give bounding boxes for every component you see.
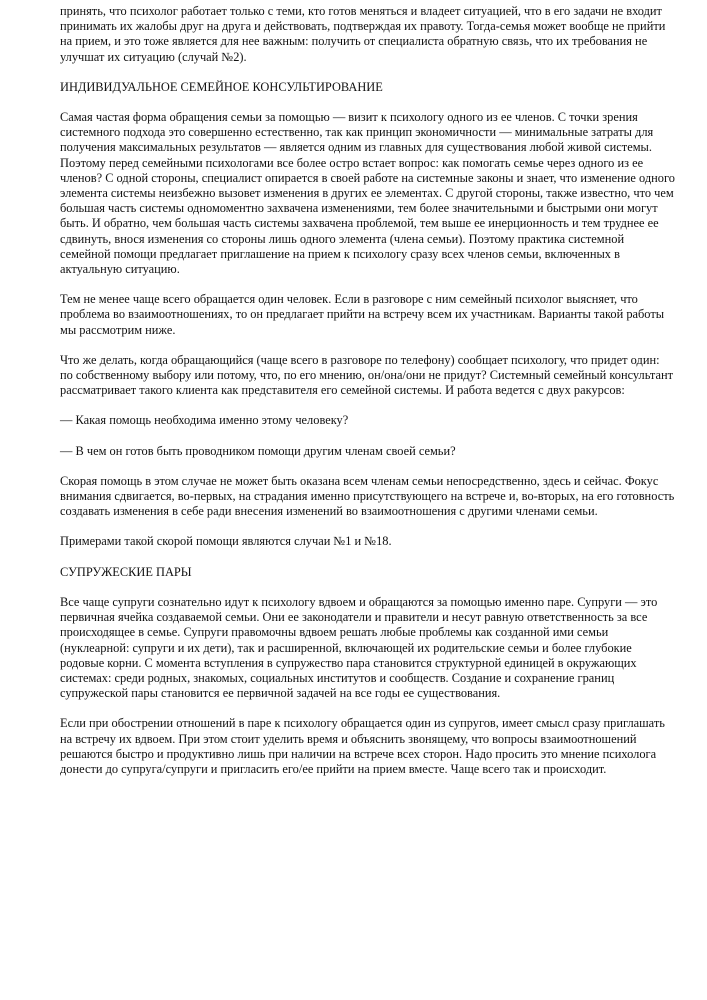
question-line-2: — В чем он готов быть проводником помощи другим членам своей семьи? [60,443,456,458]
paragraph-intro: принять, что психолог работает только с теми, кто готов меняться и владеет ситуацией, что в его задачи не входит принимать их жалобы друг на друга и действовать, подтверждая их правоту. Тогда-семья может вообще не прийти на прием, и это тоже является для нее важным: получить от специалиста обратную связь, что их требования не улучшат их ситуацию (случай №2). [60,4,666,64]
question-line-1: — Какая помощь необходима именно этому человеку? [60,413,349,428]
paragraph-individual-5: Примерами такой скорой помощи являются случаи №1 и №18. [60,534,392,549]
paragraph-couples-1: Все чаще супруги сознательно идут к психологу вдвоем и обращаются за помощью именно паре. Супруги — это первичная ячейка создаваемой семьи. Они ее законодатели и правители и несут равную ответственность за все происходящее в семье. Супруги правомочны вдвоем решать любые проблемы как созданной ими семьи (нуклеарной: супруги и их дети), так и расширенной, включающей их родительские семьи и более глубокие родовые корни. С момента вступления в супружество пара становится структурной единицей в окружающих системах: среди родных, знакомых, социальных институтов и сообществ. Создание и сохранение границ супружеской пары становится ее первичной задачей на все годы ее существования. [60,594,658,701]
paragraph-individual-4: Скорая помощь в этом случае не может быть оказана всем членам семьи непосредственно, здесь и сейчас. Фокус внимания сдвигается, во-первых, на страдания именно присутствующего на встрече и, во-вторых, на его готовность создавать изменения в себе ради внесения изменений во взаимоотношения с другими членами семьи. [60,473,675,519]
section-heading-couples: СУПРУЖЕСКИЕ ПАРЫ [60,564,192,579]
paragraph-individual-3: Что же делать, когда обращающийся (чаще всего в разговоре по телефону) сообщает психологу, что придет один: по собственному выбору или потому, что, по его мнению, он/она/они не придут? Системный семейный консультант рассматривает такого клиента как представителя его семейной системы. И работа ведется с двух ракурсов: [60,352,674,398]
paragraph-individual-2: Тем не менее чаще всего обращается один человек. Если в разговоре с ним семейный психолог выясняет, что проблема во взаимоотношениях, то он предлагает прийти на встречу всем их участникам. Варианты такой работы мы рассмотрим ниже. [60,292,665,337]
paragraph-individual-1: Самая частая форма обращения семьи за помощью — визит к психологу одного из ее членов. С точки зрения системного подхода это совершенно естественно, так как принцип экономичности — минимальные затраты для получения максимальных результатов — является одним из главных для существования любой живой системы. Поэтому перед семейными психологами все более остро встает вопрос: как помогать семье через одного из ее членов? С одной стороны, специалист опирается в своей работе на системные законы и знает, что изменение одного элемента системы неизбежно вызовет изменения в других ее элементах. С другой стороны, также известно, что чем большая часть системы одномоментно захвачена изменениями, тем более значительными и быстрыми они могут быть. И обратно, чем большая часть системы захвачена проблемой, тем выше ее инерционность и тем труднее ее сдвинуть, внося изменения со стороны лишь одного элемента (члена семьи). Поэтому практика системной семейной помощи предлагает приглашение на прием к психологу сразу всех членов семьи, включенных в актуальную ситуацию. [60,110,675,277]
paragraph-couples-2: Если при обострении отношений в паре к психологу обращается один из супругов, имеет смысл сразу приглашать на встречу их вдвоем. При этом стоит уделить время и объяснить звонящему, что вопросы взаимоотношений решаются быстро и продуктивно лишь при наличии на встрече всех сторон. Надо просить это мнение психолога донести до супруга/супруги и пригласить его/ее прийти на прием вместе. Чаще всего так и происходит. [60,716,665,776]
section-heading-individual: ИНДИВИДУАЛЬНОЕ СЕМЕЙНОЕ КОНСУЛЬТИРОВАНИЕ [60,79,383,94]
